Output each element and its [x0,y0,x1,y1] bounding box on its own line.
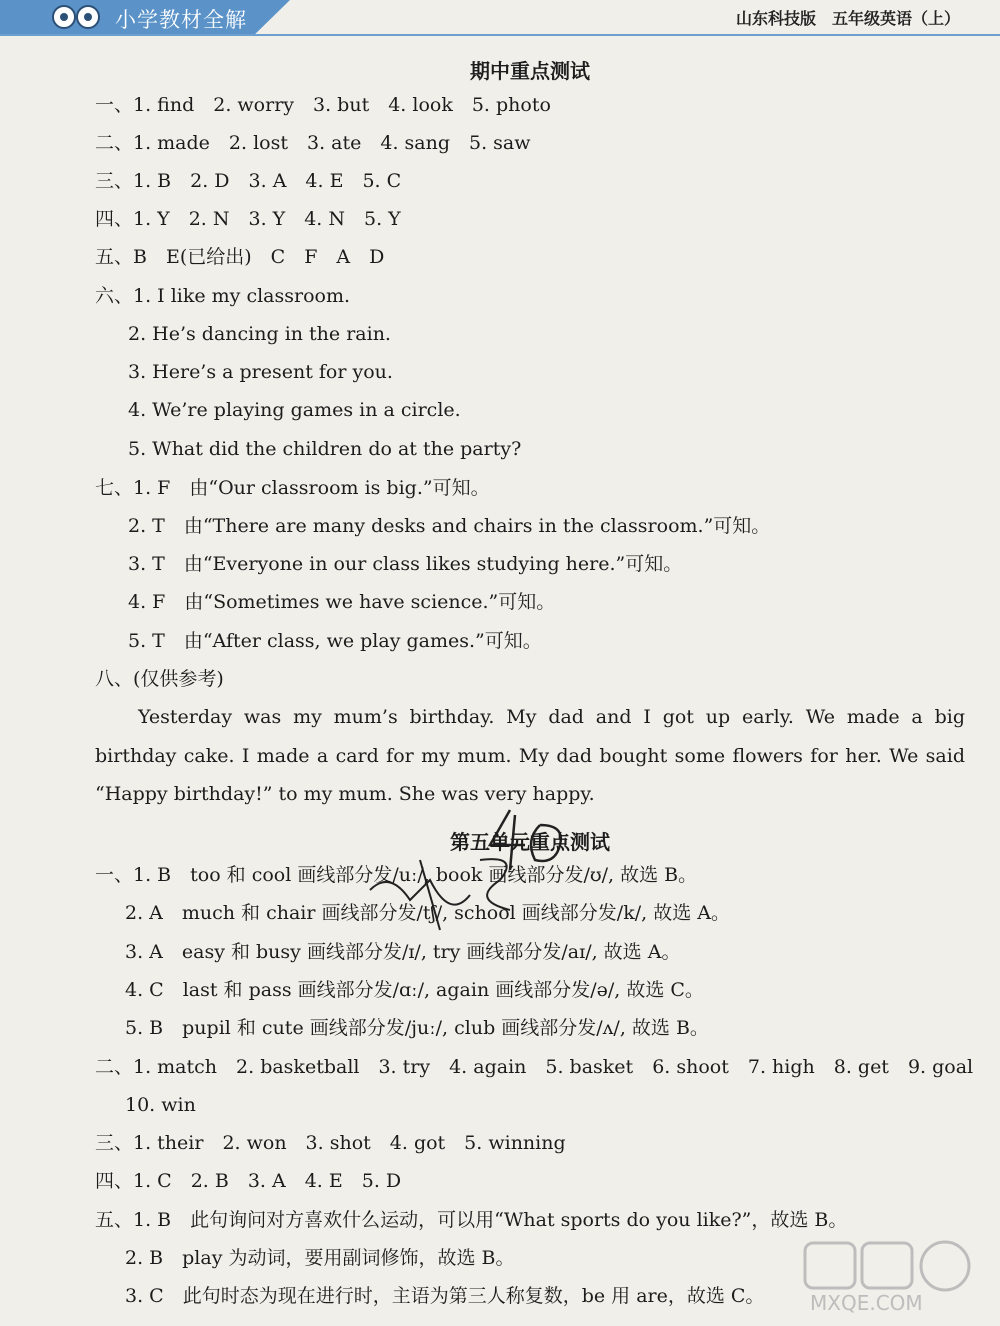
answer-line: 五、1. B 此句询问对方喜欢什么运动，可以用“What sports do you like?”，故选 B。 [95,1209,848,1231]
answer-line: 三、1. B 2. D 3. A 4. E 5. C [95,170,402,192]
watermark-logo [800,1238,980,1318]
page-header [0,0,1000,36]
answer-line: 2. A much 和 chair 画线部分发/tʃ/, school 画线部分发/k/, 故选 A。 [125,902,730,924]
book-title: 小学教材全解 [115,8,247,32]
answer-line: 四、1. Y 2. N 3. Y 4. N 5. Y [95,208,401,230]
edition-label: 山东科技版 五年级英语（上） [735,9,960,28]
answer-line: 4. C last 和 pass 画线部分发/ɑː/, again 画线部分发/ə/, 故选 C。 [125,979,704,1001]
answer-line: 五、B E(已给出) C F A D [95,246,385,268]
answer-line: 七、1. F 由“Our classroom is big.”可知。 [95,477,490,499]
answer-line: 4. F 由“Sometimes we have science.”可知。 [128,591,556,613]
svg-text:MXQE.COM: MXQE.COM [810,1291,923,1315]
answer-line: 二、1. match 2. basketball 3. try 4. again 5. basket 6. shoot 7. high 8. get 9. goal [95,1056,974,1078]
answer-line: 三、1. their 2. won 3. shot 4. got 5. winning [95,1132,566,1154]
answer-line: 5. B pupil 和 cute 画线部分发/juː/, club 画线部分发/ʌ/, 故选 B。 [125,1017,709,1039]
answer-line: 四、1. C 2. B 3. A 4. E 5. D [95,1170,402,1192]
answer-line: 10. win [125,1094,196,1116]
answer-line: 5. What did the children do at the party? [128,438,522,460]
answer-line: 八、(仅供参考) [95,668,224,690]
answer-line: 2. B play 为动词，要用副词修饰，故选 B。 [125,1247,515,1269]
section-title-unit5: 第五单元重点测试 [450,830,610,854]
answer-line: 一、1. B too 和 cool 画线部分发/uː/, book 画线部分发/ʊ/, 故选 B。 [95,864,698,886]
mascot-icon [50,2,104,32]
answer-line: 4. We’re playing games in a circle. [128,399,461,421]
answer-line: 六、1. I like my classroom. [95,285,351,307]
answer-line: 一、1. find 2. worry 3. but 4. look 5. photo [95,94,551,116]
answer-line: 3. Here’s a present for you. [128,361,393,383]
answer-line: 3. C 此句时态为现在进行时，主语为第三人称复数，be 用 are，故选 C。 [125,1285,765,1307]
answer-line: 2. He’s dancing in the rain. [128,323,391,345]
answer-line: 二、1. made 2. lost 3. ate 4. sang 5. saw [95,132,531,154]
answer-line: 2. T 由“There are many desks and chairs in the classroom.”可知。 [128,515,771,537]
answer-line: 5. T 由“After class, we play games.”可知。 [128,630,542,652]
sample-essay: Yesterday was my mum’s birthday. My dad and I got up early. We made a big birthday cake. I made a card for my mum. My dad bought some flowers for her. We said “Happy birthday!” to my mum. She was very happy. [95,706,965,805]
section-title-midterm: 期中重点测试 [470,59,590,83]
answer-line: 3. A easy 和 busy 画线部分发/ɪ/, try 画线部分发/aɪ/, 故选 A。 [125,941,681,963]
answer-line: 3. T 由“Everyone in our class likes studying here.”可知。 [128,553,683,575]
